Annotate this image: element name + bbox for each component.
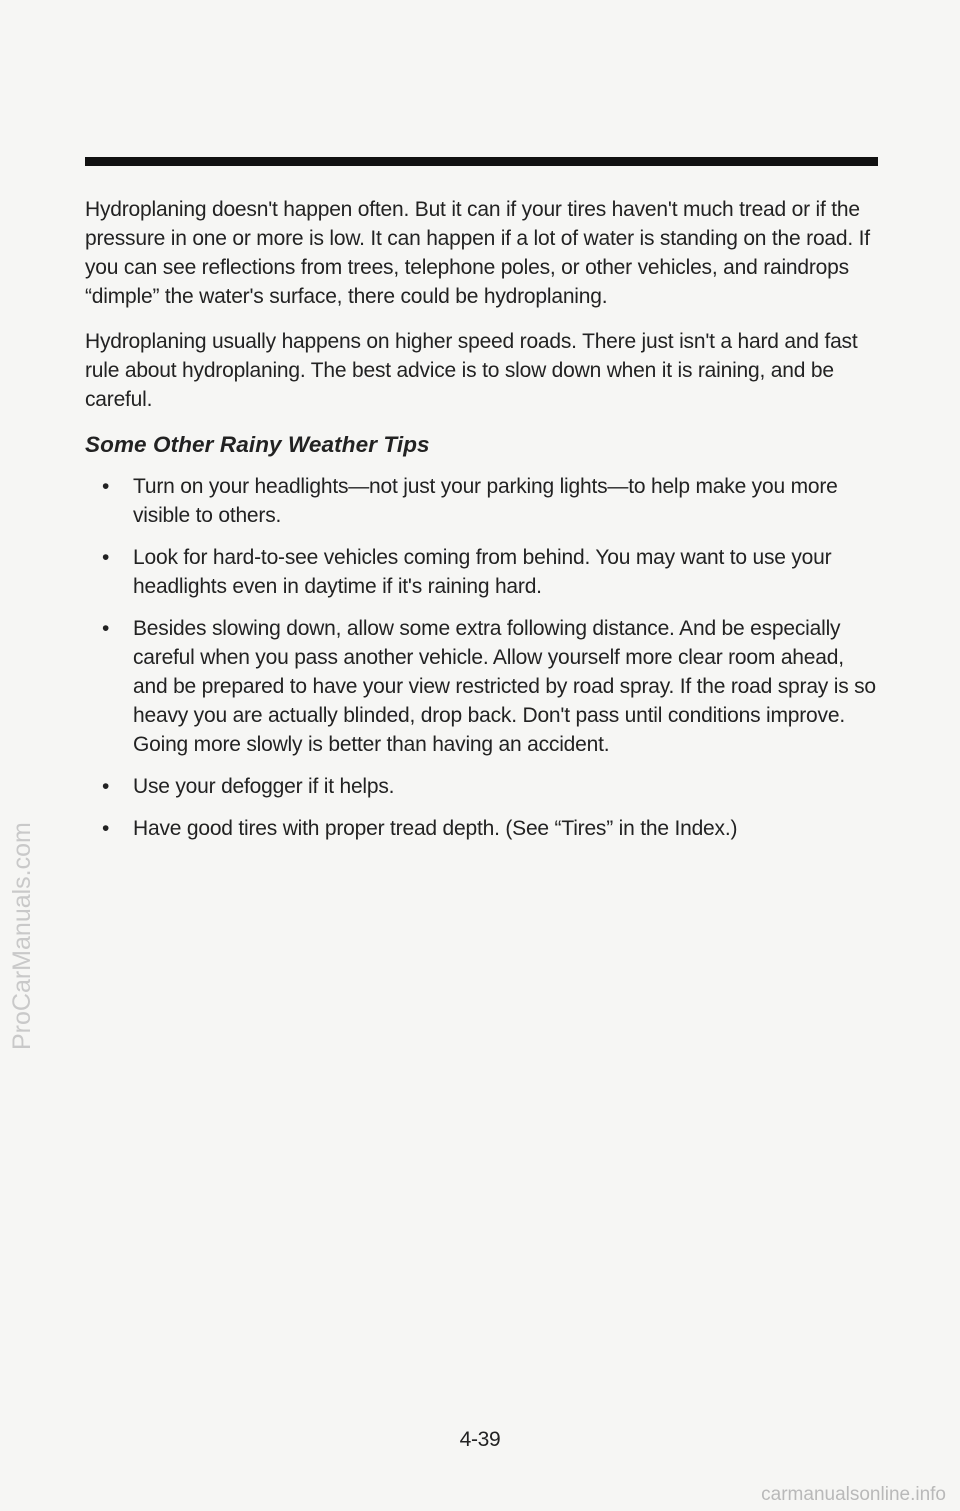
- paragraph-hydroplaning-causes: Hydroplaning doesn't happen often. But it can if your tires haven't much tread or if the pressure in one or more is low. It can happen if a lot of water is standing on the road. If you can see reflections from trees, telephone poles, or other vehicles, and raindrops “dimple” the water's surface, there could be hydroplaning.: [85, 198, 870, 308]
- bullet-icon: •: [102, 546, 110, 569]
- tip-text: Have good tires with proper tread depth. (See “Tires” in the Index.): [133, 817, 738, 840]
- bullet-icon: •: [102, 775, 110, 798]
- list-item: [85, 772, 880, 801]
- page-content: [85, 195, 880, 856]
- bullet-icon: •: [102, 817, 110, 840]
- tip-text: Turn on your headlights—not just your parking lights—to help make you more visible to others.: [133, 475, 838, 527]
- top-rule: [85, 157, 878, 166]
- list-item: [85, 614, 880, 759]
- tip-text: Look for hard-to-see vehicles coming from behind. You may want to use your headlights even in daytime if it's raining hard.: [133, 546, 832, 598]
- bullet-icon: •: [102, 475, 110, 498]
- page-number: 4-39: [459, 1428, 501, 1451]
- tips-list: [85, 472, 880, 843]
- bullet-icon: •: [102, 617, 110, 640]
- watermark-side: ProCarManuals.com: [8, 822, 36, 1050]
- list-item: [85, 814, 880, 843]
- tip-text: Use your defogger if it helps.: [133, 775, 395, 798]
- tip-text: Besides slowing down, allow some extra following distance. And be especially careful when you pass another vehicle. Allow yourself more clear room ahead, and be prepared to have your view restricted by road spray. If the road spray is so heavy you are actually blinded, drop back. Don't pass until conditions improve. Going more slowly is better than having an accident.: [133, 617, 876, 756]
- section-heading: Some Other Rainy Weather Tips: [85, 432, 430, 457]
- watermark-bottom: carmanualsonline.info: [761, 1484, 946, 1505]
- list-item: [85, 472, 880, 530]
- list-item: [85, 543, 880, 601]
- paragraph-hydroplaning-advice: Hydroplaning usually happens on higher speed roads. There just isn't a hard and fast rule about hydroplaning. The best advice is to slow down when it is raining, and be careful.: [85, 330, 858, 411]
